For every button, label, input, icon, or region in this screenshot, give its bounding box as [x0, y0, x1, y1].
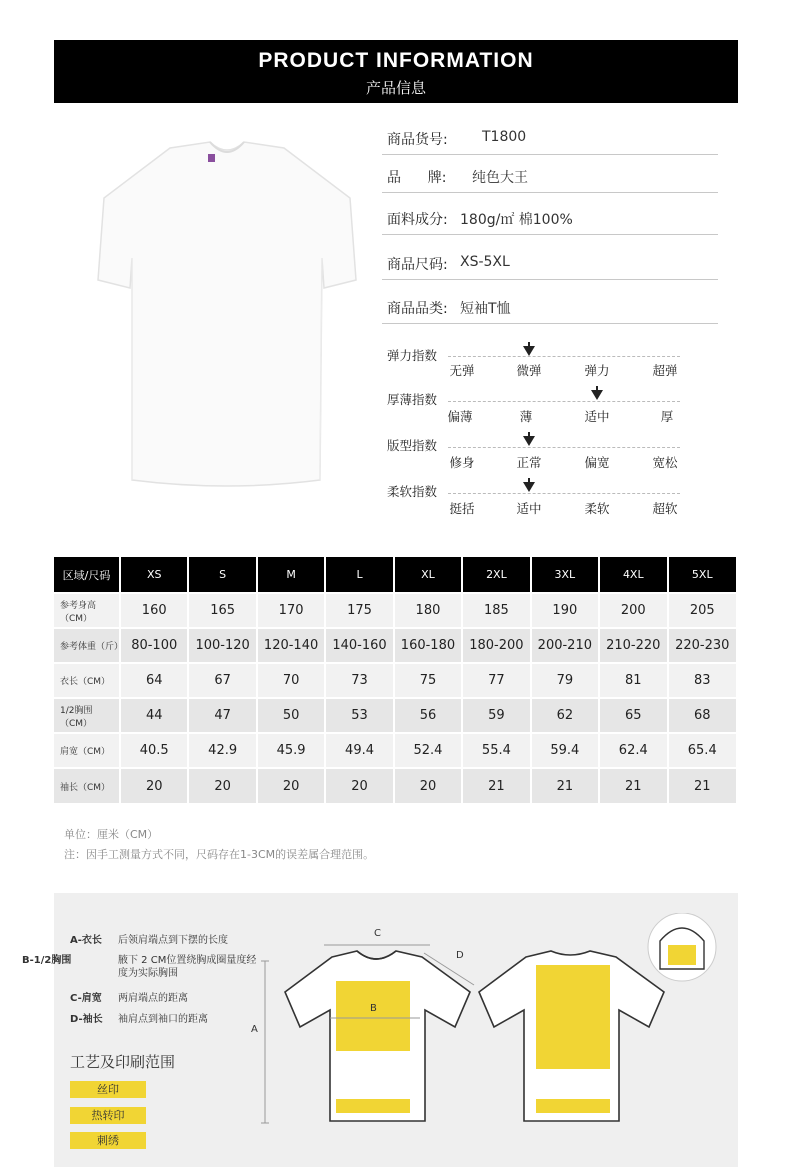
size-value-cell: 20: [325, 768, 393, 803]
scale-option: 偏薄: [447, 409, 473, 424]
header-title-cn: 产品信息: [365, 79, 426, 97]
size-value-cell: 185: [462, 593, 530, 628]
scale-line: [448, 356, 680, 357]
info-value: 短袖T恤: [460, 301, 511, 317]
unit-note: 单位：厘米（CM）: [64, 828, 159, 841]
scale-selected-marker: [591, 390, 603, 400]
size-header-cell: L: [325, 557, 393, 593]
craft-screen-print: 丝印: [70, 1081, 146, 1098]
craft-title: 工艺及印刷范围: [70, 1053, 176, 1071]
size-value-cell: 20: [120, 768, 188, 803]
tolerance-note: 注：因手工测量方式不同，尺码存在1-3CM的误差属合理范围。: [64, 848, 375, 861]
legend-sleeve: [70, 1013, 208, 1026]
size-value-cell: 20: [188, 768, 256, 803]
header-title-en: PRODUCT INFORMATION: [258, 49, 534, 72]
size-header-cell: 区域/尺码: [54, 557, 120, 593]
size-value-cell: 70: [257, 663, 325, 698]
size-value-cell: 120-140: [257, 628, 325, 663]
scale-option: 微弹: [516, 363, 542, 378]
size-value-cell: 165: [188, 593, 256, 628]
scale-option: 柔软: [584, 501, 610, 516]
craft-embroidery: 刺绣: [70, 1132, 146, 1149]
size-value-cell: 42.9: [188, 733, 256, 768]
scale-line: [448, 401, 680, 402]
marker-d: D: [456, 950, 464, 961]
legend-desc: 后领肩端点到下摆的长度: [118, 935, 228, 946]
size-value-cell: 77: [462, 663, 530, 698]
info-label: 商品货号:: [387, 132, 448, 148]
table-row: [54, 733, 736, 768]
front-print-area: [336, 981, 410, 1051]
size-value-cell: 56: [394, 698, 462, 733]
size-header-cell: 4XL: [599, 557, 667, 593]
scale-selected-marker: [523, 436, 535, 446]
size-value-cell: 52.4: [394, 733, 462, 768]
size-header-cell: 5XL: [668, 557, 737, 593]
info-row-sku: [382, 125, 718, 155]
size-value-cell: 180-200: [462, 628, 530, 663]
size-value-cell: 160-180: [394, 628, 462, 663]
size-value-cell: 45.9: [257, 733, 325, 768]
size-value-cell: 59: [462, 698, 530, 733]
legend-desc: 袖肩点到袖口的距离: [118, 1014, 208, 1025]
size-value-cell: 20: [394, 768, 462, 803]
info-row-category: [382, 294, 718, 324]
size-value-cell: 53: [325, 698, 393, 733]
legend-desc: 腋下 2 CM位置绕胸成圈量度经度为实际胸围: [118, 955, 257, 979]
marker-b: B: [370, 1003, 377, 1014]
legend-length: [70, 934, 228, 947]
scale-option: 超弹: [652, 363, 678, 378]
table-row: [54, 698, 736, 733]
size-value-cell: 80-100: [120, 628, 188, 663]
size-value-cell: 200: [599, 593, 667, 628]
scale-option: 正常: [516, 455, 542, 470]
size-value-cell: 62.4: [599, 733, 667, 768]
size-value-cell: 21: [668, 768, 737, 803]
size-value-cell: 190: [531, 593, 599, 628]
size-value-cell: 44: [120, 698, 188, 733]
table-row: [54, 593, 736, 628]
info-row-size: [382, 250, 718, 280]
size-value-cell: 100-120: [188, 628, 256, 663]
scale-option: 适中: [516, 501, 542, 516]
size-header-cell: M: [257, 557, 325, 593]
scale-label-fit: 版型指数: [387, 438, 438, 453]
collar-print-area: [668, 945, 696, 965]
size-value-cell: 220-230: [668, 628, 737, 663]
size-value-cell: 65: [599, 698, 667, 733]
size-value-cell: 205: [668, 593, 737, 628]
scale-line: [448, 493, 680, 494]
scale-option: 弹力: [584, 363, 610, 378]
scale-option: 薄: [519, 409, 533, 424]
table-row: [54, 628, 736, 663]
scale-option: 偏宽: [584, 455, 610, 470]
scale-option: 修身: [449, 455, 475, 470]
scale-label-stretch: 弹力指数: [387, 348, 438, 363]
size-value-cell: 50: [257, 698, 325, 733]
size-chart-table: [54, 557, 736, 803]
size-header-cell: XS: [120, 557, 188, 593]
size-header-cell: 3XL: [531, 557, 599, 593]
measurement-diagram: [250, 913, 734, 1163]
size-value-cell: 49.4: [325, 733, 393, 768]
scale-label-softness: 柔软指数: [387, 484, 438, 499]
size-value-cell: 62: [531, 698, 599, 733]
legend-key: D-袖长: [70, 1014, 103, 1025]
row-label-cell: 肩宽（CM）: [54, 733, 120, 768]
legend-shoulder: [70, 992, 188, 1005]
size-value-cell: 40.5: [120, 733, 188, 768]
size-value-cell: 75: [394, 663, 462, 698]
size-value-cell: 21: [599, 768, 667, 803]
row-label-cell: 衣长（CM）: [54, 663, 120, 698]
size-value-cell: 65.4: [668, 733, 737, 768]
back-print-area: [536, 965, 610, 1069]
info-row-brand: [382, 163, 718, 193]
row-label-cell: 袖长（CM）: [54, 768, 120, 803]
scale-selected-marker: [523, 346, 535, 356]
back-hem-print-area: [536, 1099, 610, 1113]
size-value-cell: 83: [668, 663, 737, 698]
size-header-cell: 2XL: [462, 557, 530, 593]
scale-label-thickness: 厚薄指数: [387, 392, 438, 407]
size-value-cell: 21: [462, 768, 530, 803]
size-value-cell: 64: [120, 663, 188, 698]
row-label-cell: 1/2胸围（CM）: [54, 698, 120, 733]
craft-heat-transfer: 热转印: [70, 1107, 146, 1124]
scale-option: 适中: [584, 409, 610, 424]
size-value-cell: 200-210: [531, 628, 599, 663]
table-row: [54, 768, 736, 803]
info-value: T1800: [482, 129, 527, 145]
measurement-guide: [22, 893, 738, 1167]
size-header-cell: S: [188, 557, 256, 593]
info-label: 商品尺码:: [387, 257, 448, 273]
scale-selected-marker: [523, 482, 535, 492]
info-label: 商品品类:: [387, 301, 448, 317]
row-label-cell: 参考体重（斤）: [54, 628, 120, 663]
tshirt-product-image: [92, 140, 362, 490]
scale-option: 超软: [652, 501, 678, 516]
info-label: 面料成分:: [387, 212, 448, 228]
size-value-cell: 67: [188, 663, 256, 698]
product-info-header: [54, 40, 738, 103]
scale-option: 无弹: [449, 363, 475, 378]
info-row-material: [382, 205, 718, 235]
info-value: 纯色大王: [472, 170, 528, 186]
legend-key: A-衣长: [70, 935, 102, 946]
marker-a: A: [251, 1024, 258, 1035]
size-value-cell: 55.4: [462, 733, 530, 768]
info-label: 品 牌:: [387, 170, 447, 186]
front-hem-print-area: [336, 1099, 410, 1113]
info-value: XS-5XL: [460, 254, 510, 270]
table-row: [54, 663, 736, 698]
size-value-cell: 170: [257, 593, 325, 628]
scale-option: 挺括: [449, 501, 475, 516]
size-value-cell: 140-160: [325, 628, 393, 663]
legend-chest: [22, 954, 260, 980]
scale-line: [448, 447, 680, 448]
size-value-cell: 210-220: [599, 628, 667, 663]
marker-c: C: [374, 928, 381, 939]
size-value-cell: 81: [599, 663, 667, 698]
legend-key: B-1/2胸围: [22, 955, 72, 966]
size-value-cell: 47: [188, 698, 256, 733]
size-value-cell: 20: [257, 768, 325, 803]
size-value-cell: 175: [325, 593, 393, 628]
scale-option: 厚: [660, 409, 674, 424]
size-table-header: [54, 557, 736, 593]
legend-desc: 两肩端点的距离: [118, 993, 188, 1004]
row-label-cell: 参考身高（CM）: [54, 593, 120, 628]
size-value-cell: 79: [531, 663, 599, 698]
scale-option: 宽松: [652, 455, 678, 470]
size-value-cell: 73: [325, 663, 393, 698]
size-value-cell: 160: [120, 593, 188, 628]
size-value-cell: 21: [531, 768, 599, 803]
size-value-cell: 68: [668, 698, 737, 733]
legend-key: C-肩宽: [70, 993, 102, 1004]
size-header-cell: XL: [394, 557, 462, 593]
size-value-cell: 180: [394, 593, 462, 628]
size-value-cell: 59.4: [531, 733, 599, 768]
info-value: 180g/㎡ 棉100%: [460, 212, 573, 228]
